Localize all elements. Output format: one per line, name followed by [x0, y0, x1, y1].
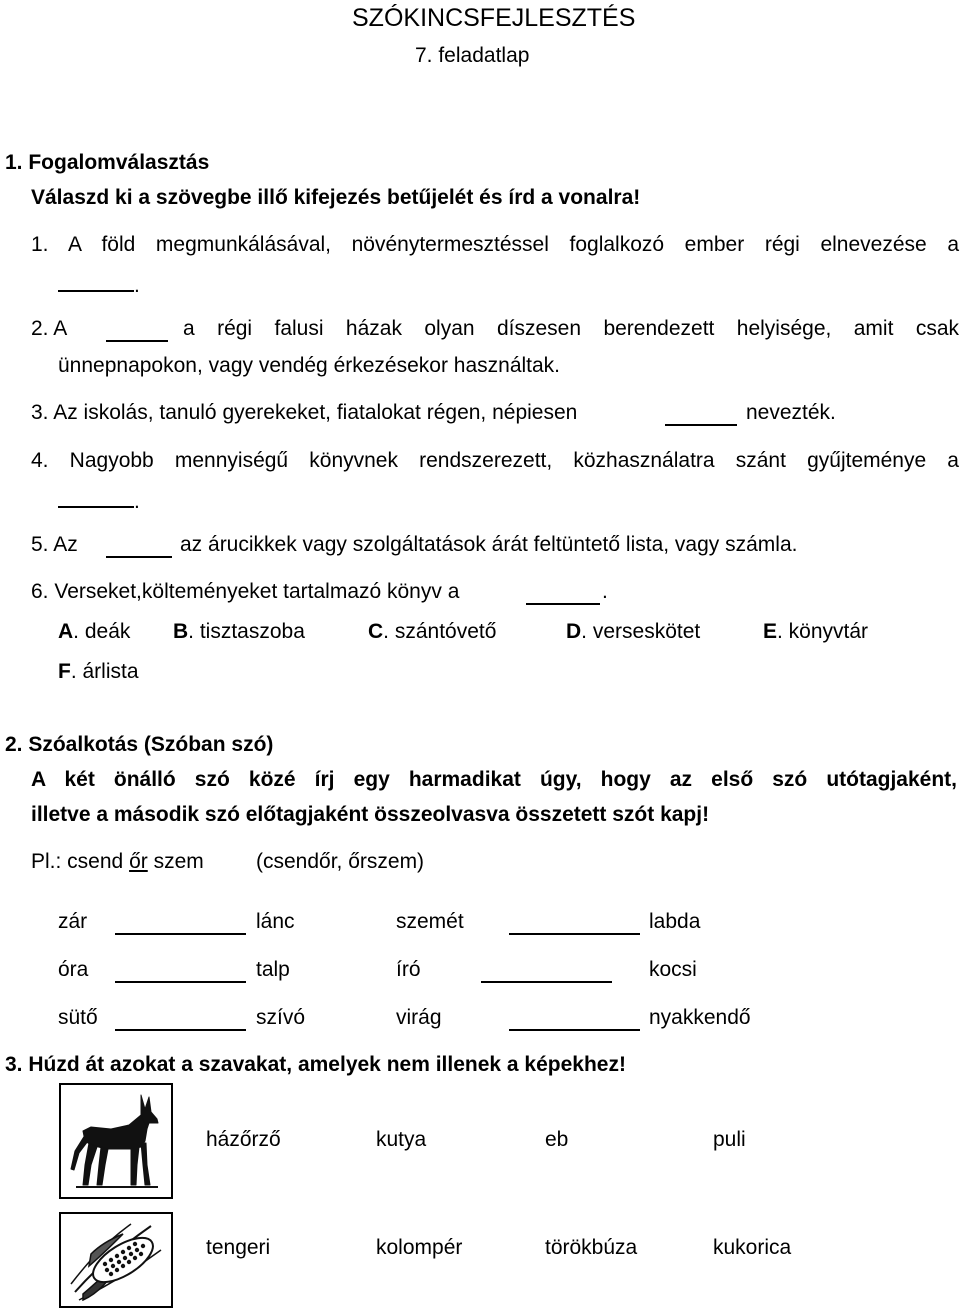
page-title: SZÓKINCSFEJLESZTÉS [352, 4, 636, 32]
row1-word-4[interactable]: puli [713, 1128, 746, 1151]
example-prefix: Pl.: csend [31, 850, 124, 873]
row1-word-d: labda [649, 910, 701, 933]
page-subtitle: 7. feladatlap [415, 44, 530, 67]
q2-blank[interactable] [106, 340, 168, 342]
row1-blank-2[interactable] [509, 933, 640, 935]
q1-text: 1. A föld megmunkálásával, növénytermesztéssel foglalkozó ember régi elnevezése a [31, 233, 959, 256]
example-mid: őr [129, 850, 148, 873]
q5-pre: 5. Az [31, 533, 78, 556]
q4-text: 4. Nagyobb mennyiségű könyvnek rendszerezett, közhasználatra szánt gyűjteménye a [31, 449, 959, 472]
q1-blank-line [58, 272, 140, 298]
q6-blank[interactable] [526, 603, 600, 605]
option-a: A. deák [58, 620, 131, 643]
row1-word-b: lánc [256, 910, 295, 933]
row2-blank-2[interactable] [481, 981, 612, 983]
row2-word-2[interactable]: kolompér [376, 1236, 463, 1259]
row3-word-b: szívó [256, 1006, 306, 1029]
row1-word-2[interactable]: kutya [376, 1128, 427, 1151]
q5-post: az árucikkek vagy szolgáltatások árát feltüntető lista, vagy számla. [180, 533, 798, 556]
q2-post: a régi falusi házak olyan díszesen berendezett helyisége, amit csak [183, 317, 959, 340]
q3-pre: 3. Az iskolás, tanuló gyerekeket, fiatalokat régen, népiesen [31, 401, 578, 424]
option-c: C. szántóvető [368, 620, 497, 643]
section3-heading: 3. Húzd át azokat a szavakat, amelyek nem illenek a képekhez! [5, 1053, 626, 1076]
row2-word-c: író [396, 958, 421, 981]
section2-heading: 2. Szóalkotás (Szóban szó) [5, 733, 274, 756]
row1-blank-1[interactable] [115, 933, 246, 935]
row2-word-a: óra [58, 958, 89, 981]
row2-word-b: talp [256, 958, 290, 981]
q4-period: . [134, 490, 140, 513]
example-post: szem [153, 850, 204, 873]
row1-word-c: szemét [396, 910, 464, 933]
q1-period: . [134, 274, 140, 297]
section1-instruction: Válaszd ki a szövegbe illő kifejezés betűjelét és írd a vonalra! [31, 186, 641, 209]
row3-word-c: virág [396, 1006, 442, 1029]
example-result: (csendőr, őrszem) [256, 850, 425, 873]
section1-heading: 1. Fogalomválasztás [5, 151, 210, 174]
row3-blank-2[interactable] [509, 1029, 640, 1031]
option-e: E. könyvtár [763, 620, 869, 643]
row1-word-3[interactable]: eb [545, 1128, 569, 1151]
corn-icon [61, 1214, 171, 1306]
q2-line2: ünnepnapokon, vagy vendég érkezésekor használtak. [58, 354, 561, 377]
dog-picture [59, 1083, 173, 1199]
q5-blank[interactable] [106, 556, 172, 558]
example-line [31, 850, 204, 874]
section2-instruction-1: A két önálló szó közé írj egy harmadikat úgy, hogy az első szó utótagjaként, [31, 768, 957, 791]
q4-blank[interactable] [58, 488, 134, 508]
corn-picture [59, 1212, 173, 1308]
row2-word-1[interactable]: tengeri [206, 1236, 271, 1259]
option-f: F. árlista [58, 660, 139, 683]
row2-word-4[interactable]: kukorica [713, 1236, 792, 1259]
row1-word-1[interactable]: házőrző [206, 1128, 281, 1151]
row3-word-d: nyakkendő [649, 1006, 751, 1029]
section2-instruction-2: illetve a második szó előtagjaként összeolvasva összetett szót kapj! [31, 803, 710, 826]
q6-period: . [602, 580, 608, 603]
option-d: D. verseskötet [566, 620, 701, 643]
row2-blank-1[interactable] [115, 981, 246, 983]
row1-word-a: zár [58, 910, 88, 933]
dog-icon [61, 1085, 171, 1197]
q6-pre: 6. Verseket,költeményeket tartalmazó könyv a [31, 580, 460, 603]
q3-post: nevezték. [746, 401, 836, 424]
q3-blank[interactable] [665, 424, 737, 426]
q2-pre: 2. A [31, 317, 68, 340]
row3-blank-1[interactable] [115, 1029, 246, 1031]
row2-word-d: kocsi [649, 958, 697, 981]
q4-blank-line [58, 488, 140, 514]
row3-word-a: sütő [58, 1006, 98, 1029]
row2-word-3[interactable]: törökbúza [545, 1236, 638, 1259]
option-b: B. tisztaszoba [173, 620, 305, 643]
q1-blank[interactable] [58, 272, 134, 292]
